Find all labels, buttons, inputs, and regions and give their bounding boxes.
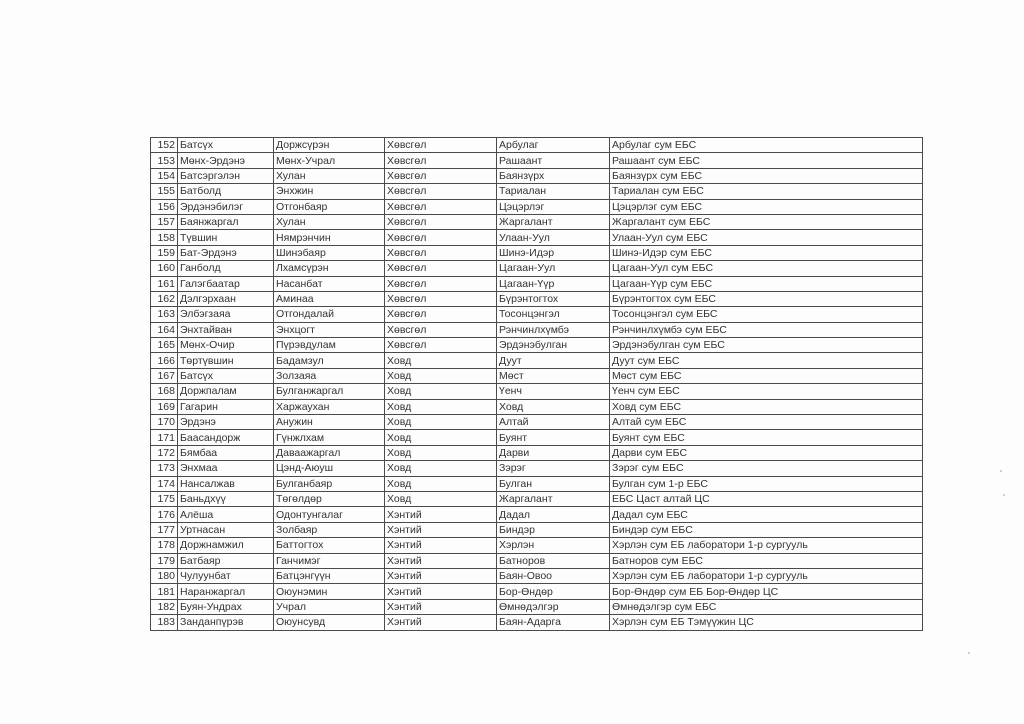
cell-row-number: 171 xyxy=(151,430,178,445)
cell-parent-name: Гүнжлхам xyxy=(274,430,385,445)
cell-sum: Өмнөдэлгэр xyxy=(497,599,610,614)
cell-student-name: Энхмаа xyxy=(178,461,274,476)
cell-row-number: 161 xyxy=(151,276,178,291)
cell-aimag: Ховд xyxy=(385,353,497,368)
cell-parent-name: Булганбаяр xyxy=(274,476,385,491)
cell-aimag: Хөвсгөл xyxy=(385,138,497,153)
cell-sum: Биндэр xyxy=(497,522,610,537)
cell-row-number: 180 xyxy=(151,568,178,583)
cell-school: ЕБС Цаст алтай ЦС xyxy=(610,491,923,506)
table-row xyxy=(151,307,923,322)
cell-aimag: Ховд xyxy=(385,461,497,476)
cell-student-name: Батболд xyxy=(178,184,274,199)
cell-sum: Бор-Өндөр xyxy=(497,584,610,599)
cell-aimag: Хөвсгөл xyxy=(385,199,497,214)
cell-sum: Тосонцэнгэл xyxy=(497,307,610,322)
cell-student-name: Галэгбаатар xyxy=(178,276,274,291)
table-row xyxy=(151,291,923,306)
cell-aimag: Хөвсгөл xyxy=(385,276,497,291)
cell-row-number: 173 xyxy=(151,461,178,476)
cell-row-number: 160 xyxy=(151,261,178,276)
cell-school: Хэрлэн сум ЕБ лаборатори 1-р сургууль xyxy=(610,538,923,553)
table-row xyxy=(151,384,923,399)
cell-sum: Дуут xyxy=(497,353,610,368)
scan-speck xyxy=(1000,470,1002,472)
cell-school: Дадал сум ЕБС xyxy=(610,507,923,522)
table-row xyxy=(151,399,923,414)
cell-aimag: Хөвсгөл xyxy=(385,168,497,183)
cell-student-name: Эрдэнэ xyxy=(178,415,274,430)
cell-school: Алтай сум ЕБС xyxy=(610,415,923,430)
cell-sum: Хэрлэн xyxy=(497,538,610,553)
table-row xyxy=(151,476,923,491)
cell-school: Мөст сум ЕБС xyxy=(610,368,923,383)
table-row xyxy=(151,507,923,522)
cell-school: Ховд сум ЕБС xyxy=(610,399,923,414)
cell-school: Цагаан-Уул сум ЕБС xyxy=(610,261,923,276)
cell-school: Улаан-Уул сум ЕБС xyxy=(610,230,923,245)
cell-parent-name: Булганжаргал xyxy=(274,384,385,399)
cell-sum: Булган xyxy=(497,476,610,491)
cell-school: Тариалан сум ЕБС xyxy=(610,184,923,199)
cell-aimag: Хэнтий xyxy=(385,584,497,599)
cell-parent-name: Оюунсувд xyxy=(274,615,385,630)
cell-row-number: 158 xyxy=(151,230,178,245)
cell-parent-name: Энхжин xyxy=(274,184,385,199)
cell-parent-name: Отгонбаяр xyxy=(274,199,385,214)
cell-parent-name: Одонтунгалаг xyxy=(274,507,385,522)
cell-school: Рашаант сум ЕБС xyxy=(610,153,923,168)
cell-row-number: 172 xyxy=(151,445,178,460)
cell-parent-name: Энхцогт xyxy=(274,322,385,337)
cell-aimag: Хэнтий xyxy=(385,538,497,553)
table-row xyxy=(151,245,923,260)
table-row xyxy=(151,230,923,245)
table-row xyxy=(151,491,923,506)
cell-aimag: Ховд xyxy=(385,384,497,399)
table-row xyxy=(151,353,923,368)
cell-parent-name: Оюунэмин xyxy=(274,584,385,599)
cell-sum: Эрдэнэбулган xyxy=(497,338,610,353)
cell-school: Буянт сум ЕБС xyxy=(610,430,923,445)
cell-aimag: Хөвсгөл xyxy=(385,322,497,337)
cell-aimag: Хэнтий xyxy=(385,599,497,614)
table-row xyxy=(151,276,923,291)
cell-aimag: Хөвсгөл xyxy=(385,291,497,306)
cell-student-name: Энхтайван xyxy=(178,322,274,337)
cell-aimag: Хэнтий xyxy=(385,615,497,630)
cell-parent-name: Насанбат xyxy=(274,276,385,291)
cell-row-number: 164 xyxy=(151,322,178,337)
cell-aimag: Хөвсгөл xyxy=(385,214,497,229)
cell-school: Зэрэг сум ЕБС xyxy=(610,461,923,476)
table-row xyxy=(151,461,923,476)
cell-aimag: Хэнтий xyxy=(385,553,497,568)
cell-row-number: 163 xyxy=(151,307,178,322)
cell-parent-name: Учрал xyxy=(274,599,385,614)
table-row xyxy=(151,322,923,337)
table-row xyxy=(151,368,923,383)
table-row xyxy=(151,522,923,537)
cell-row-number: 153 xyxy=(151,153,178,168)
cell-student-name: Наранжаргал xyxy=(178,584,274,599)
cell-school: Хэрлэн сум ЕБ лаборатори 1-р сургууль xyxy=(610,568,923,583)
cell-sum: Мөст xyxy=(497,368,610,383)
table-row xyxy=(151,138,923,153)
cell-parent-name: Нямрэнчин xyxy=(274,230,385,245)
cell-parent-name: Баттогтох xyxy=(274,538,385,553)
cell-school: Баянзүрх сум ЕБС xyxy=(610,168,923,183)
cell-student-name: Бат-Эрдэнэ xyxy=(178,245,274,260)
cell-aimag: Ховд xyxy=(385,476,497,491)
cell-student-name: Гагарин xyxy=(178,399,274,414)
cell-row-number: 182 xyxy=(151,599,178,614)
cell-row-number: 167 xyxy=(151,368,178,383)
table-row xyxy=(151,338,923,353)
cell-parent-name: Пүрэвдулам xyxy=(274,338,385,353)
cell-row-number: 183 xyxy=(151,615,178,630)
table-row xyxy=(151,199,923,214)
cell-student-name: Баньдхүү xyxy=(178,491,274,506)
cell-student-name: Доржнамжил xyxy=(178,538,274,553)
cell-aimag: Ховд xyxy=(385,445,497,460)
cell-student-name: Батбаяр xyxy=(178,553,274,568)
table-row xyxy=(151,538,923,553)
cell-sum: Тариалан xyxy=(497,184,610,199)
cell-aimag: Хөвсгөл xyxy=(385,261,497,276)
cell-student-name: Бямбаа xyxy=(178,445,274,460)
cell-parent-name: Аминаа xyxy=(274,291,385,306)
cell-parent-name: Цэнд-Аюуш xyxy=(274,461,385,476)
cell-school: Өмнөдэлгэр сум ЕБС xyxy=(610,599,923,614)
cell-row-number: 155 xyxy=(151,184,178,199)
cell-parent-name: Төгөлдөр xyxy=(274,491,385,506)
cell-student-name: Буян-Ундрах xyxy=(178,599,274,614)
cell-school: Дарви сум ЕБС xyxy=(610,445,923,460)
cell-student-name: Түвшин xyxy=(178,230,274,245)
table-row xyxy=(151,261,923,276)
cell-school: Дуут сум ЕБС xyxy=(610,353,923,368)
cell-sum: Улаан-Уул xyxy=(497,230,610,245)
cell-aimag: Ховд xyxy=(385,415,497,430)
cell-row-number: 176 xyxy=(151,507,178,522)
cell-row-number: 170 xyxy=(151,415,178,430)
cell-aimag: Ховд xyxy=(385,368,497,383)
table-row xyxy=(151,445,923,460)
cell-student-name: Батсэргэлэн xyxy=(178,168,274,183)
table-row xyxy=(151,599,923,614)
cell-student-name: Чулуунбат xyxy=(178,568,274,583)
cell-student-name: Элбэгзаяа xyxy=(178,307,274,322)
cell-sum: Үенч xyxy=(497,384,610,399)
cell-sum: Жаргалант xyxy=(497,491,610,506)
cell-row-number: 154 xyxy=(151,168,178,183)
cell-aimag: Хөвсгөл xyxy=(385,153,497,168)
cell-parent-name: Отгондалай xyxy=(274,307,385,322)
cell-sum: Цэцэрлэг xyxy=(497,199,610,214)
cell-row-number: 175 xyxy=(151,491,178,506)
cell-sum: Буянт xyxy=(497,430,610,445)
cell-school: Бүрэнтогтох сум ЕБС xyxy=(610,291,923,306)
table-row xyxy=(151,415,923,430)
cell-row-number: 179 xyxy=(151,553,178,568)
table-row xyxy=(151,430,923,445)
cell-sum: Алтай xyxy=(497,415,610,430)
cell-school: Цагаан-Үүр сум ЕБС xyxy=(610,276,923,291)
cell-aimag: Ховд xyxy=(385,491,497,506)
cell-sum: Баян-Адарга xyxy=(497,615,610,630)
cell-sum: Баянзүрх xyxy=(497,168,610,183)
cell-parent-name: Мөнх-Учрал xyxy=(274,153,385,168)
cell-aimag: Хэнтий xyxy=(385,522,497,537)
cell-aimag: Хөвсгөл xyxy=(385,245,497,260)
cell-student-name: Ганболд xyxy=(178,261,274,276)
cell-school: Арбулаг сум ЕБС xyxy=(610,138,923,153)
cell-sum: Баян-Овоо xyxy=(497,568,610,583)
cell-sum: Цагаан-Уул xyxy=(497,261,610,276)
table-row xyxy=(151,615,923,630)
cell-sum: Рашаант xyxy=(497,153,610,168)
table-row xyxy=(151,553,923,568)
cell-student-name: Төртүвшин xyxy=(178,353,274,368)
student-roster-table xyxy=(150,137,923,631)
cell-sum: Шинэ-Идэр xyxy=(497,245,610,260)
cell-sum: Рэнчинлхүмбэ xyxy=(497,322,610,337)
cell-parent-name: Ганчимэг xyxy=(274,553,385,568)
cell-parent-name: Золзаяа xyxy=(274,368,385,383)
cell-student-name: Уртнасан xyxy=(178,522,274,537)
cell-row-number: 157 xyxy=(151,214,178,229)
cell-parent-name: Анужин xyxy=(274,415,385,430)
cell-parent-name: Шинэбаяр xyxy=(274,245,385,260)
cell-school: Үенч сум ЕБС xyxy=(610,384,923,399)
scan-speck xyxy=(968,652,970,654)
cell-aimag: Ховд xyxy=(385,399,497,414)
table-row xyxy=(151,168,923,183)
cell-school: Бор-Өндөр сум ЕБ Бор-Өндөр ЦС xyxy=(610,584,923,599)
cell-row-number: 156 xyxy=(151,199,178,214)
cell-sum: Дарви xyxy=(497,445,610,460)
cell-student-name: Баянжаргал xyxy=(178,214,274,229)
cell-row-number: 178 xyxy=(151,538,178,553)
cell-row-number: 168 xyxy=(151,384,178,399)
cell-sum: Бүрэнтогтох xyxy=(497,291,610,306)
cell-school: Хэрлэн сум ЕБ Тэмүүжин ЦС xyxy=(610,615,923,630)
cell-row-number: 177 xyxy=(151,522,178,537)
cell-parent-name: Хулан xyxy=(274,168,385,183)
cell-school: Рэнчинлхүмбэ сум ЕБС xyxy=(610,322,923,337)
cell-row-number: 174 xyxy=(151,476,178,491)
cell-school: Булган сум 1-р ЕБС xyxy=(610,476,923,491)
cell-student-name: Занданпүрэв xyxy=(178,615,274,630)
cell-aimag: Хэнтий xyxy=(385,507,497,522)
cell-school: Биндэр сум ЕБС xyxy=(610,522,923,537)
cell-school: Эрдэнэбулган сум ЕБС xyxy=(610,338,923,353)
cell-student-name: Мөнх-Очир xyxy=(178,338,274,353)
cell-student-name: Дэлгэрхаан xyxy=(178,291,274,306)
cell-row-number: 169 xyxy=(151,399,178,414)
cell-aimag: Ховд xyxy=(385,430,497,445)
cell-row-number: 162 xyxy=(151,291,178,306)
cell-school: Жаргалант сум ЕБС xyxy=(610,214,923,229)
table-row xyxy=(151,584,923,599)
table-row xyxy=(151,568,923,583)
cell-student-name: Баасандорж xyxy=(178,430,274,445)
roster-body xyxy=(151,138,923,631)
table-row xyxy=(151,184,923,199)
cell-student-name: Алёша xyxy=(178,507,274,522)
cell-student-name: Батсүх xyxy=(178,368,274,383)
cell-row-number: 181 xyxy=(151,584,178,599)
cell-school: Цэцэрлэг сум ЕБС xyxy=(610,199,923,214)
cell-aimag: Хөвсгөл xyxy=(385,230,497,245)
cell-parent-name: Хулан xyxy=(274,214,385,229)
cell-aimag: Хөвсгөл xyxy=(385,307,497,322)
cell-sum: Арбулаг xyxy=(497,138,610,153)
cell-row-number: 165 xyxy=(151,338,178,353)
cell-sum: Батноров xyxy=(497,553,610,568)
cell-school: Тосонцэнгэл сум ЕБС xyxy=(610,307,923,322)
cell-parent-name: Доржсүрэн xyxy=(274,138,385,153)
table-row xyxy=(151,214,923,229)
cell-row-number: 166 xyxy=(151,353,178,368)
cell-sum: Зэрэг xyxy=(497,461,610,476)
cell-aimag: Хэнтий xyxy=(385,568,497,583)
cell-student-name: Мөнх-Эрдэнэ xyxy=(178,153,274,168)
cell-row-number: 152 xyxy=(151,138,178,153)
cell-student-name: Доржпалам xyxy=(178,384,274,399)
scan-speck xyxy=(1003,494,1005,496)
cell-aimag: Хөвсгөл xyxy=(385,184,497,199)
cell-sum: Ховд xyxy=(497,399,610,414)
cell-student-name: Батсүх xyxy=(178,138,274,153)
cell-student-name: Нансалжав xyxy=(178,476,274,491)
table-row xyxy=(151,153,923,168)
cell-school: Шинэ-Идэр сум ЕБС xyxy=(610,245,923,260)
cell-parent-name: Золбаяр xyxy=(274,522,385,537)
cell-aimag: Хөвсгөл xyxy=(385,338,497,353)
cell-parent-name: Батцэнгүүн xyxy=(274,568,385,583)
cell-student-name: Эрдэнэбилэг xyxy=(178,199,274,214)
cell-row-number: 159 xyxy=(151,245,178,260)
cell-sum: Дадал xyxy=(497,507,610,522)
cell-school: Батноров сум ЕБС xyxy=(610,553,923,568)
cell-sum: Цагаан-Үүр xyxy=(497,276,610,291)
cell-parent-name: Бадамзул xyxy=(274,353,385,368)
cell-parent-name: Лхамсүрэн xyxy=(274,261,385,276)
cell-sum: Жаргалант xyxy=(497,214,610,229)
cell-parent-name: Даваажаргал xyxy=(274,445,385,460)
cell-parent-name: Харжаухан xyxy=(274,399,385,414)
